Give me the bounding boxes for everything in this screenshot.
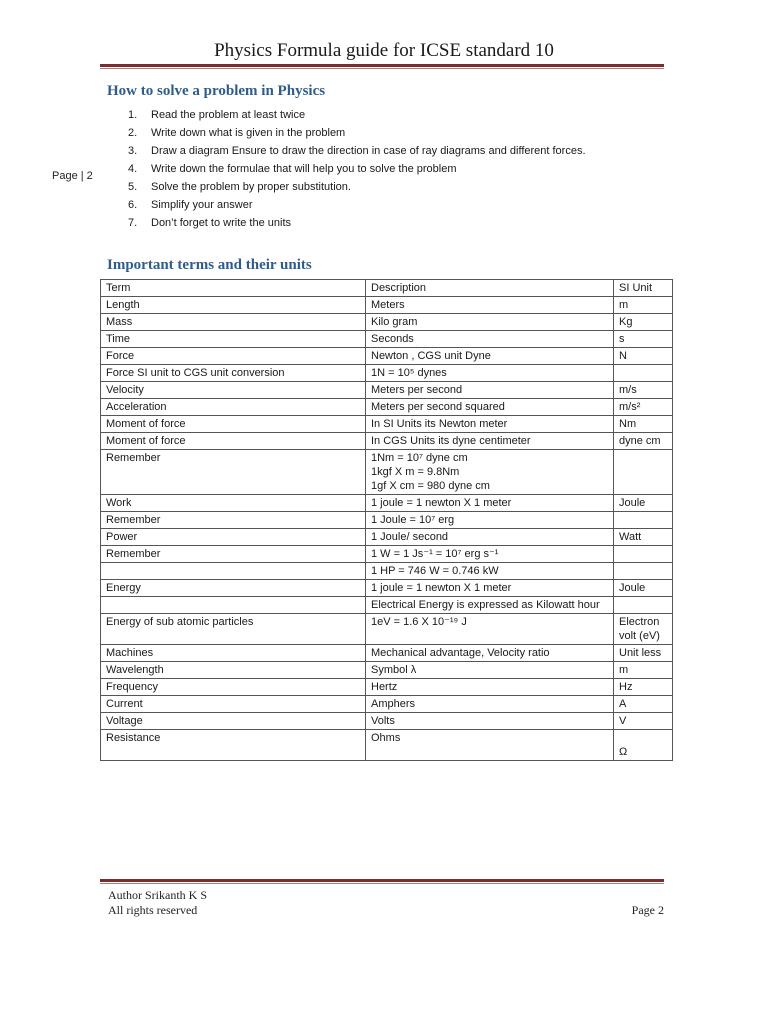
step-number: 3. [128,145,138,157]
table-cell: Meters per second [366,382,614,399]
table-cell: Energy of sub atomic particles [101,614,366,645]
table-cell: 1 Joule/ second [366,529,614,546]
table-row [101,730,673,761]
table-cell: Force [101,348,366,365]
table-cell: 1 HP = 746 W = 0.746 kW [366,563,614,580]
table-row [101,297,673,314]
step-text: Simplify your answer [151,199,253,211]
table-cell: Hz [614,679,673,696]
step-text: Draw a diagram Ensure to draw the direction in case of ray diagrams and different forces. [151,145,586,157]
table-row [101,662,673,679]
steps-list [128,106,586,232]
table-cell: Moment of force [101,416,366,433]
table-row [101,679,673,696]
table-cell: V [614,713,673,730]
table-cell: Frequency [101,679,366,696]
footer-author: Author Srikanth K S [108,888,207,902]
table-cell: Nm [614,416,673,433]
terms-table [100,279,673,761]
table-cell: Hertz [366,679,614,696]
table-row [101,580,673,597]
table-cell: Newton , CGS unit Dyne [366,348,614,365]
table-cell: Remember [101,450,366,495]
table-cell: Symbol λ [366,662,614,679]
table-row [101,433,673,450]
step-item [128,106,586,124]
footer-rule [100,879,664,884]
step-text: Write down what is given in the problem [151,127,346,139]
table-cell: Ohms [366,730,614,761]
section-heading-terms: Important terms and their units [107,257,312,273]
table-row [101,614,673,645]
table-cell: In CGS Units its dyne centimeter [366,433,614,450]
table-cell: m [614,662,673,679]
table-cell: Wavelength [101,662,366,679]
table-row [101,546,673,563]
table-cell: Unit less [614,645,673,662]
table-cell: Seconds [366,331,614,348]
table-row [101,495,673,512]
table-cell: Joule [614,580,673,597]
table-cell: Acceleration [101,399,366,416]
table-cell: N [614,348,673,365]
step-text: Solve the problem by proper substitution. [151,181,351,193]
table-row [101,529,673,546]
table-row [101,563,673,580]
table-cell: In SI Units its Newton meter [366,416,614,433]
table-cell: dyne cm [614,433,673,450]
table-cell: Meters [366,297,614,314]
footer-credits [108,888,207,918]
table-header-cell: SI Unit [614,280,673,297]
table-row [101,348,673,365]
table-cell: Current [101,696,366,713]
table-cell: m/s [614,382,673,399]
table-cell: Watt [614,529,673,546]
table-header-cell: Term [101,280,366,297]
table-header-row [101,280,673,297]
table-row [101,382,673,399]
table-row [101,399,673,416]
step-number: 2. [128,127,138,139]
table-cell: 1 joule = 1 newton X 1 meter [366,495,614,512]
table-cell: Meters per second squared [366,399,614,416]
step-number: 7. [128,217,138,229]
table-cell: m/s² [614,399,673,416]
table-cell: Work [101,495,366,512]
table-cell: Mechanical advantage, Velocity ratio [366,645,614,662]
step-item [128,142,586,160]
table-cell [614,563,673,580]
table-row [101,314,673,331]
table-cell [614,546,673,563]
table-cell: Ω [614,730,673,761]
table-cell: Voltage [101,713,366,730]
table-header-cell: Description [366,280,614,297]
table-cell: Joule [614,495,673,512]
table-cell: Velocity [101,382,366,399]
table-cell: Resistance [101,730,366,761]
table-row [101,450,673,495]
table-cell: Remember [101,546,366,563]
table-cell: m [614,297,673,314]
table-cell: Moment of force [101,433,366,450]
table-row [101,696,673,713]
table-cell: 1N = 10⁵ dynes [366,365,614,382]
step-number: 1. [128,109,138,121]
table-cell [101,563,366,580]
table-cell: 1 Joule = 10⁷ erg [366,512,614,529]
table-cell: Electrical Energy is expressed as Kilowatt hour [366,597,614,614]
section-heading-solve: How to solve a problem in Physics [107,83,326,99]
table-cell [614,512,673,529]
step-number: 6. [128,199,138,211]
table-cell: Kg [614,314,673,331]
table-row [101,713,673,730]
table-cell: 1 joule = 1 newton X 1 meter [366,580,614,597]
step-text: Write down the formulae that will help you to solve the problem [151,163,457,175]
table-cell: Energy [101,580,366,597]
table-cell: Kilo gram [366,314,614,331]
table-cell: 1 W = 1 Js⁻¹ = 10⁷ erg s⁻¹ [366,546,614,563]
table-cell: Length [101,297,366,314]
page-header-title: Physics Formula guide for ICSE standard 10 [214,40,554,61]
footer-rights: All rights reserved [108,903,198,917]
table-row [101,416,673,433]
step-text: Read the problem at least twice [151,109,306,121]
table-cell: 1Nm = 10⁷ dyne cm 1kgf X m = 9.8Nm 1gf X cm = 980 dyne cm [366,450,614,495]
table-cell: 1eV = 1.6 X 10⁻¹⁹ J [366,614,614,645]
table-cell: Electron volt (eV) [614,614,673,645]
table-cell: Mass [101,314,366,331]
step-text: Don’t forget to write the units [151,217,292,229]
step-number: 5. [128,181,138,193]
table-row [101,331,673,348]
table-cell: Remember [101,512,366,529]
table-cell: Time [101,331,366,348]
table-cell: Volts [366,713,614,730]
step-item [128,124,586,142]
header-rule [100,64,664,69]
step-item [128,196,586,214]
step-item [128,160,586,178]
table-cell: A [614,696,673,713]
table-cell [614,450,673,495]
step-item [128,214,586,232]
table-cell: Power [101,529,366,546]
table-row [101,645,673,662]
table-row [101,365,673,382]
table-row [101,597,673,614]
table-cell: Force SI unit to CGS unit conversion [101,365,366,382]
table-cell: Amphers [366,696,614,713]
table-cell: s [614,331,673,348]
step-item [128,178,586,196]
table-cell [614,597,673,614]
side-page-label: Page | 2 [52,170,93,182]
footer-page-number: Page 2 [631,903,664,917]
step-number: 4. [128,163,138,175]
table-cell [101,597,366,614]
table-cell: Machines [101,645,366,662]
table-row [101,512,673,529]
table-cell [614,365,673,382]
